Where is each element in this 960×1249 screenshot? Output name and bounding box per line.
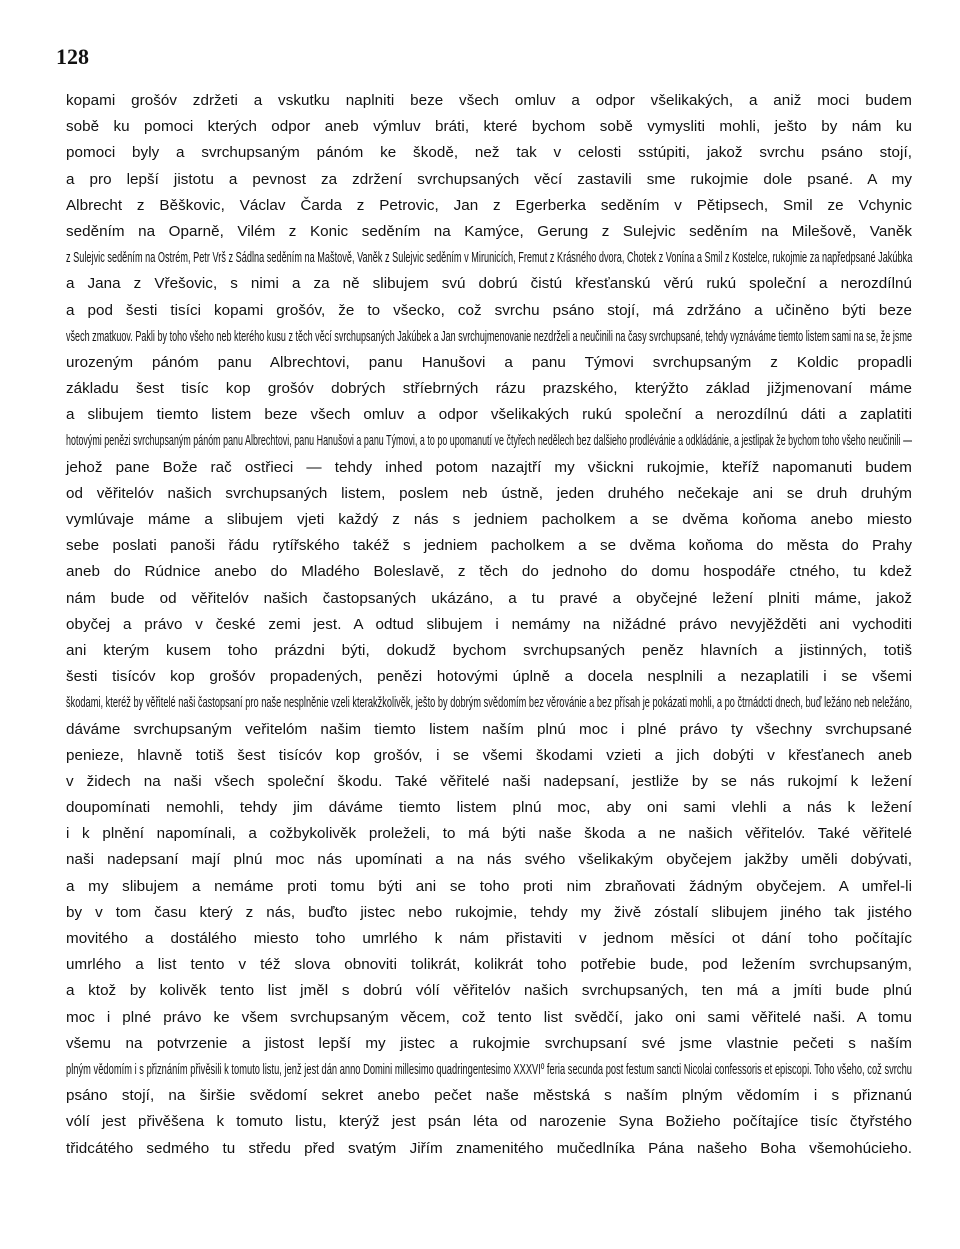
text-line: penieze, hlavně totiš šest tisícóv kop grošóv, i se všemi škodami vzieti a jich dobýti v křesťanech aneb [66, 746, 912, 764]
text-line: obyčej a právo v české zemi jest. A odtud slibujem i nemámy na nižádné právo nevyjěžděti ani vychoditi [66, 615, 912, 633]
text-line: movitého a dostálého miesto toho umrlého k nám přistaviti v jednom měsíci ot dání toho počítajíc [66, 930, 912, 947]
text-line: z Sulejvic seděním na Ostrém, Petr Vrš z Sádlna seděním na Maštově, Vaněk z Sulejvic seděním v Mirunicích, Fremut z Krásného dvora, Chotek z Vonína a Smil z Kostelce, rukojmie za napředpsané Jakúbka [66, 249, 913, 267]
text-line: dáváme svrchupsaným veřitelóm našim tiemto listem naším plnú moc i plné právo ty všechny svrchupsané [66, 720, 912, 738]
text-line: Albrecht z Běškovic, Václav Čarda z Petrovic, Jan z Egerberka seděním v Pětipsech, Smil ze Vchynic [66, 196, 912, 214]
text-line: vólí jest přivěšena k tomuto listu, kterýž jest psán léta od narozenie Syna Božieho počítajíce tisíc čtyřstého [66, 1113, 912, 1131]
text-line: a slibujem tiemto listem beze všech omluv a odpor všelikakých rukú společní a nerozdílnú dáti a zaplatiti [66, 406, 912, 424]
text-line: v židech na naši všech společní škodu. Také věřitelé naši nadepsaní, jestliže by se nás rukojmí k ležení [66, 772, 912, 790]
text-line: všech zmatkuov. Pakli by toho všeho neb kterého kusu z těch věcí svrchupsaných Jakúbek a Jan svrchujmenovanie nezdrželi a neučinili na časy svrchupsané, tehdy vyznáváme tiemto listem sami na se, že jsme [66, 327, 913, 345]
text-line: jehož pane Bože rač ostřieci — tehdy inhed potom nazajtří my všickni rukojmie, kteříž napomanuti budem [66, 458, 912, 476]
text-line: kopami grošóv zdržeti a vskutku naplniti beze všech omluv a odpor všelikakých, a aniž moci budem [66, 92, 912, 109]
text-line: a Jana z Vřešovic, s nimi a za ně slibujem svú dobrú čistú křesťanskú věrú rukú společní a nerozdílnú [66, 275, 912, 293]
text-line: a pod šesti tisíci kopami grošóv, že to všecko, což svrchu psáno stojí, má zdržáno a učiněno býti beze [66, 301, 912, 319]
text-line: naši nadepsaní mají plnú moc nás upomínati a na nás svého všelikakým obyčejem jakžby uměli dobývati, [66, 851, 912, 869]
text-line: všemu na potvrzenie a jistost lepší my jistec a rukojmie svrchupsaní své jsme vlastnie pečeti s naším [66, 1034, 912, 1052]
text-line: a ktož by kolivěk tento list jměl s dobrú vólí věřitelóv našich svrchupsaných, ten má a jmíti bude plnú [66, 982, 912, 1000]
text-line: hotovými penězi svrchupsaným pánóm panu Albrechtovi, panu Hanušovi a panu Týmovi, a to po upomanutí ve čtyřech nedělech bez dalšieho prodlévánie a odkládánie, a jestlipak že bychom toho všeho neučinili — [66, 432, 913, 450]
text-line: pomoci byly a svrchupsaným pánóm ke škodě, než tak v celosti sstúpiti, jakož svrchu psáno stojí, [66, 144, 912, 162]
body-text [66, 88, 912, 1162]
text-line: plným vědomím i s přiznáním přivěsili k tomuto listu, jenž jest dán anno Domini millesimo quadringentesimo XXXVIº feria secunda post festum sancti Nicolai confessoris et episcopi. Toho všeho, což svrchu [66, 1060, 912, 1078]
text-line: i k plnění napomínali, a cožbykolivěk proleželi, to má býti naše škoda a ne našich věřitelóv. Také věřitelé [66, 825, 912, 843]
text-line: a pro lepší jistotu a pevnost za zdržení svrchupsaných věcí zastavili sme rukojmie dole psané. A my [66, 170, 912, 188]
text-line: psáno stojí, na širšie svědomí sekret anebo pečet naše městská s naším plným vědomím i s přiznanú [66, 1087, 912, 1105]
text-line: od věřitelóv našich svrchupsaných listem, poslem neb ústně, jeden druhého nečekaje ani se druh druhým [66, 484, 912, 502]
text-line: nám bude od věřitelóv našich častopsaných ukázáno, a tu pravé a obyčejné ležení plniti máme, jakož [66, 589, 912, 607]
text-line: ani kterým kusem toho prázdni býti, dokudž bychom svrchupsaných peněz hlavních a jistinných, totiš [66, 641, 912, 659]
text-line: umrlého a list tento v též slova obnoviti tolikrát, kolikrát toho potřebie bude, pod ležením svrchupsaným, [66, 956, 912, 974]
text-line: by v tom času který z nás, buďto jistec nebo rukojmie, tehdy my živě zóstalí slibujem jiného tak jistého [66, 903, 912, 921]
text-line: třidcátého sedmého tu středu před svatým Jiřím znamenitého mučedlníka Pána našeho Boha všemohúcieho. [66, 1139, 912, 1157]
text-line: sebe poslati panoši řádu rytířského takéž s jedniem pacholkem a se dvěma koňoma do města do Prahy [66, 537, 912, 555]
text-line: šesti tisícóv kop grošóv propadených, penězi hotovými úplně a docela nesplnili a nezaplatili i se všemi [66, 668, 912, 686]
text-line: základu šest tisíc kop grošóv dobrých stříebrných rázu prazského, kterýžto základ jižjmenovaní máme [66, 380, 912, 398]
text-line: vymlúvaje máme a slibujem vjeti každý z nás s jedniem pacholkem a se dvěma koňoma anebo miesto [66, 511, 912, 528]
text-line: a my slibujem a nemáme proti tomu býti ani se toho proti nim zbraňovati žádným obyčejem. A umřel-li [66, 877, 912, 895]
text-line: seděním na Oparně, Vilém z Konic seděním na Kamýce, Gerung z Sulejvic seděním na Milešově, Vaněk [66, 222, 912, 240]
text-line: moc i plné právo ke všem svrchupsaným věcem, což tento list svědčí, jako oni sami věřitelé naši. A tomu [66, 1008, 912, 1026]
text-line: škodami, kteréž by věřitelé naši častopsaní pro naše nesplněnie vzeli kterakžkolivěk, ješto by dobrým svědomím bez věrovánie a bez přísah je pokázati mohli, a po čtrnádcti dnech, buď ležáno neb neležáno, [66, 694, 913, 712]
text-line: aneb do Rúdnice anebo do Mladého Boleslavě, z těch do jednoho do domu hospodáře ctného, tu kdež [66, 563, 912, 581]
page-number: 128 [56, 44, 89, 69]
text-line: doupomínati nemohli, tehdy jim dáváme tiemto listem plnú moc, aby oni sami vlehli a nás k ležení [66, 799, 912, 817]
text-line: sobě ku pomoci kterých odpor aneb výmluv bráti, které bychom sobě vymysliti mohli, ješto by nám ku [66, 118, 912, 136]
text-line: urozeným pánóm panu Albrechtovi, panu Hanušovi a panu Týmovi svrchupsaným z Koldic propadli [66, 353, 912, 371]
